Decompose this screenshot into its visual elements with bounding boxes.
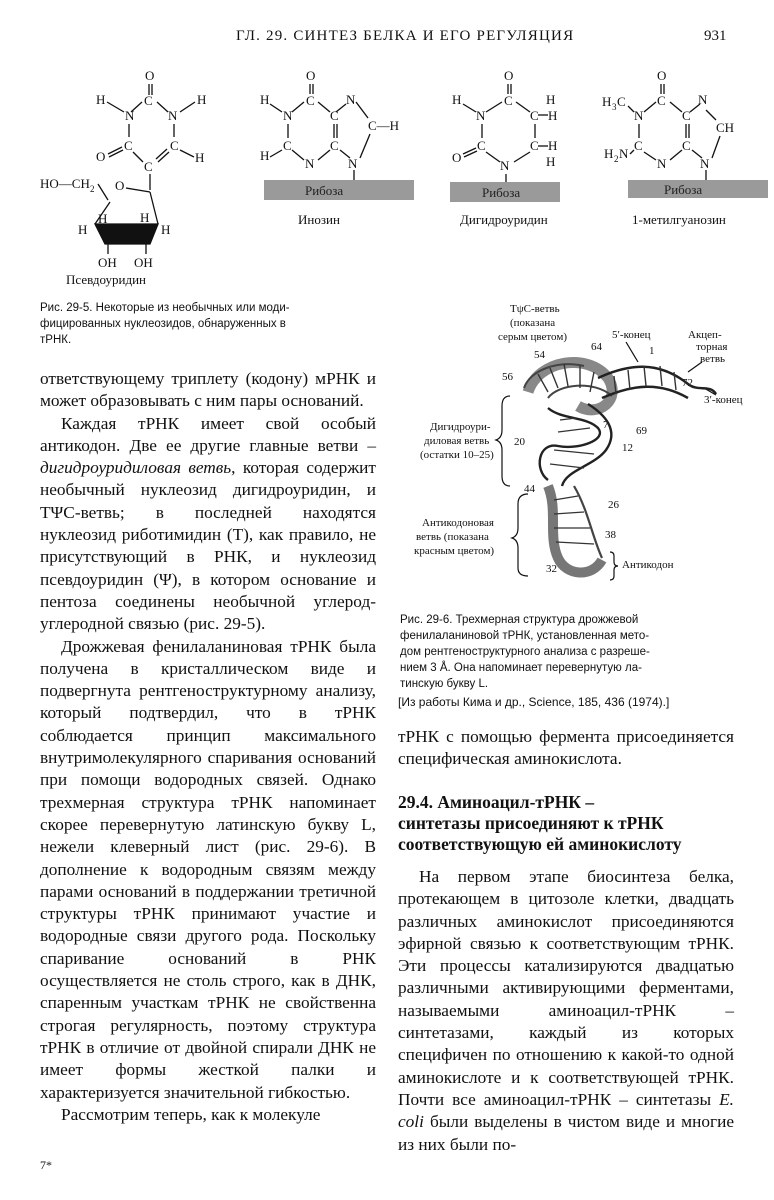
emphasis-dihydrouridine-arm: дигидроуридиловая ветвь: [40, 458, 232, 478]
svg-text:N: N: [619, 146, 629, 161]
svg-text:C: C: [504, 93, 513, 108]
pseudouridine-structure: [96, 68, 206, 190]
trna-ribbon: [524, 362, 716, 572]
svg-text:O: O: [306, 68, 316, 83]
svg-text:N: N: [168, 108, 178, 123]
svg-text:OH: OH: [98, 255, 117, 270]
anticodon-arm-label-3: красным цветом): [414, 545, 495, 557]
svg-text:N: N: [476, 108, 486, 123]
svg-text:N: N: [500, 158, 510, 173]
figure-29-6-trna: [398, 300, 758, 600]
svg-text:C—H: C—H: [368, 118, 400, 133]
svg-text:C: C: [144, 159, 153, 174]
svg-text:2: 2: [614, 154, 619, 164]
svg-text:N: N: [634, 108, 644, 123]
ribose-label-methylguanosine: Рибоза: [664, 182, 703, 197]
residue-32: 32: [546, 563, 557, 575]
residue-38: 38: [605, 529, 616, 541]
section-heading-29-4: 29.4. Аминоацил-тРНК – синтетазы присоединяют к тРНК соответствующую ей аминокислоту: [398, 792, 682, 854]
svg-text:C: C: [124, 138, 133, 153]
svg-text:O: O: [145, 68, 155, 83]
anticodon-brace: [610, 552, 618, 580]
residue-69: 69: [636, 425, 647, 437]
residue-12: 12: [622, 442, 633, 454]
label-inosine: Инозин: [298, 212, 340, 227]
svg-text:H: H: [98, 211, 108, 226]
svg-text:C: C: [170, 138, 179, 153]
right-paragraph-1: тРНК с помощью фермента присоединяется специфическая аминокислота.: [398, 727, 734, 769]
residue-44: 44: [524, 483, 535, 495]
svg-text:O: O: [452, 150, 462, 165]
ribose-label-dihydrouridine: Рибоза: [482, 185, 521, 200]
figure-29-6-reference: [Из работы Кима и др., Science, 185, 436 (1974).]: [398, 695, 670, 709]
svg-text:C: C: [682, 138, 691, 153]
svg-text:C: C: [330, 138, 339, 153]
svg-text:H: H: [140, 210, 150, 225]
svg-text:N: N: [348, 156, 358, 171]
dihydro-arm-label-2: диловая ветвь: [424, 435, 490, 447]
anticodon-arm-brace: [512, 494, 528, 576]
right-paragraph-2: На первом этапе биосинтеза белка, протекающем в цитозоле клетки, двадцать различных аминокислот присоединяются эфирной связью к соответствующим тРНК. Эти процессы катализируются двадцатью различными активирующими ферментами, называемыми аминоацил-тРНК – синтетазами, каждый из которых специфичен по отношению к какой-то одной аминокислоте и к соответствующей тРНК. Почти все аминоацил-тРНК – синтетазы E. coli были выделены в чистом виде и многие из них были по-: [398, 867, 734, 1154]
dihydro-arm-label-3: (остатки 10–25): [420, 449, 494, 461]
left-column: [40, 368, 376, 1126]
svg-text:N: N: [700, 156, 710, 171]
svg-text:C: C: [530, 108, 539, 123]
methylguanosine-structure: [602, 68, 734, 180]
svg-text:N: N: [283, 108, 293, 123]
svg-text:H: H: [96, 92, 106, 107]
anticodon-arm-label-2: ветвь (показана: [416, 531, 489, 543]
svg-text:C: C: [682, 108, 691, 123]
svg-text:HO—CH: HO—CH: [40, 176, 90, 191]
label-dihydrouridine: Дигидроуридин: [460, 212, 548, 227]
label-methylguanosine: 1-метилгуанозин: [632, 212, 726, 227]
svg-text:H: H: [260, 92, 270, 107]
figure-29-6-caption: Рис. 29-6. Трехмерная структура дрожжевой фенилаланиновой тРНК, установленная мето- дом рентгеноструктурного анализа с разреше- нием 3 Å. Она напоминает перевернутую ла- тинскую букву L.: [400, 614, 650, 690]
inosine-structure: [260, 68, 399, 180]
three-end-label: 3′-конец: [704, 394, 743, 406]
anticodon-arm-label-1: Антикодоновая: [422, 517, 494, 529]
dihydro-arm-brace: [496, 396, 510, 486]
svg-text:H: H: [452, 92, 462, 107]
svg-text:2: 2: [90, 184, 95, 194]
acceptor-arm-label-1: Акцеп-: [688, 329, 722, 341]
svg-text:3: 3: [612, 102, 617, 112]
svg-text:C: C: [634, 138, 643, 153]
left-paragraph-3: Дрожжевая фенилаланиновая тРНК была получена в кристаллическом виде и подвергнута рентгеноструктурному анализу, который подтвердил, что в тРНК соблюдается принцип максимального внутримолекулярного спаривания оснований при помощи водородных связей. Однако трехмерная структура тРНК напоминает скорее перевернутую латинскую букву L, нежели клеверный лист (рис. 29-6). В дополнение к водородным связям между парами оснований в поддержании третичной структуры тРНК принимают участие и водородные связи другого рода. Поскольку спаривание оснований в РНК осуществляется не столь строго, как в ДНК, спаренным участкам тРНК не свойственна строгая регулярность, поэтому структура тРНК в отличие от двойной спирали ДНК не имеет формы жесткой палки и характеризуется значительной гибкостью.: [40, 636, 376, 1102]
svg-text:H: H: [546, 154, 556, 169]
svg-text:CH: CH: [716, 120, 735, 135]
emphasis-ecoli: E. coli: [398, 1089, 734, 1132]
left-paragraph-4: Рассмотрим теперь, как к молекуле: [61, 1104, 321, 1124]
svg-text:N: N: [125, 108, 135, 123]
svg-text:N: N: [657, 156, 667, 171]
svg-text:H: H: [78, 222, 88, 237]
svg-text:H: H: [161, 222, 171, 237]
page-number: 931: [704, 28, 727, 44]
right-column-top: [398, 726, 734, 771]
tpsic-arm-label-1: TψC-ветвь: [510, 303, 560, 315]
svg-text:H: H: [260, 148, 270, 163]
left-paragraph-2: Каждая тРНК имеет свой особый антикодон. Две ее другие главные ветви – дигидроуридиловая ветвь, которая содержит необычный нуклеозид дигидроуридин, и TΨC-ветвь; в последней находятся нуклеозид риботимидин (T), как правило, не присутствующий в РНК, и нуклеозид псевдоуридин (Ψ), в котором основание и пентоза соединены необычной углерод-углеродной связью (рис. 29-5).: [40, 413, 376, 634]
residue-7: 7: [603, 419, 609, 431]
residue-1: 1: [649, 345, 655, 357]
residue-56: 56: [502, 371, 513, 383]
dihydro-arm-label-1: Дигидроури-: [430, 421, 491, 433]
tpsic-arm-label-3: серым цветом): [498, 331, 567, 343]
svg-text:H: H: [197, 92, 207, 107]
svg-text:C: C: [477, 138, 486, 153]
dihydrouridine-structure: [452, 68, 557, 182]
figure-29-5-structures: [30, 62, 774, 294]
svg-text:O: O: [504, 68, 514, 83]
label-pseudouridine: Псевдоуридин: [66, 272, 147, 287]
residue-26: 26: [608, 499, 619, 511]
acceptor-arm-label-2: торная: [696, 341, 728, 353]
acceptor-arm-label-3: ветвь: [700, 353, 726, 365]
svg-text:O: O: [96, 149, 106, 164]
svg-text:C: C: [657, 93, 666, 108]
left-paragraph-1: ответствующему триплету (кодону) мРНК и может образовывать с ним пары оснований.: [40, 369, 376, 411]
five-end-label: 5′-конец: [612, 329, 651, 341]
running-title: ГЛ. 29. СИНТЕЗ БЕЛКА И ЕГО РЕГУЛЯЦИЯ: [236, 28, 575, 44]
svg-text:H: H: [602, 94, 612, 109]
svg-text:H: H: [195, 150, 205, 165]
residue-54: 54: [534, 349, 545, 361]
svg-text:O: O: [115, 178, 125, 193]
svg-text:C: C: [617, 94, 626, 109]
tpsic-arm-label-2: (показана: [510, 317, 556, 329]
svg-text:H: H: [548, 108, 558, 123]
svg-text:H: H: [548, 138, 558, 153]
residue-72: 72: [682, 377, 693, 389]
pseudouridine-ribose: [40, 176, 170, 270]
signature-mark: 7*: [40, 1158, 52, 1172]
svg-text:O: O: [657, 68, 667, 83]
svg-text:N: N: [346, 92, 356, 107]
svg-text:C: C: [283, 138, 292, 153]
svg-text:C: C: [330, 108, 339, 123]
svg-text:C: C: [144, 93, 153, 108]
figure-29-5-caption: Рис. 29-5. Некоторые из необычных или моди- фицированных нуклеозидов, обнаруженных в тРНК.: [40, 302, 290, 346]
residue-64: 64: [591, 341, 602, 353]
anticodon-label: Антикодон: [622, 559, 674, 571]
svg-text:H: H: [604, 146, 614, 161]
ribose-label-inosine: Рибоза: [305, 183, 344, 198]
svg-text:N: N: [698, 92, 708, 107]
svg-text:H: H: [546, 92, 556, 107]
residue-20: 20: [514, 436, 525, 448]
svg-text:C: C: [530, 138, 539, 153]
svg-text:N: N: [305, 156, 315, 171]
right-column-body: [398, 866, 734, 1156]
svg-text:OH: OH: [134, 255, 153, 270]
svg-text:C: C: [306, 93, 315, 108]
